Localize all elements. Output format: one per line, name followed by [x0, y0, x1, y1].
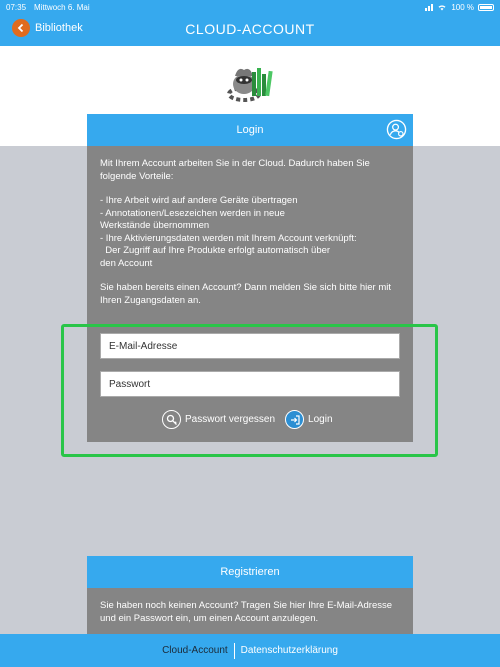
wifi-icon	[437, 3, 447, 11]
login-header-label: Login	[236, 124, 264, 136]
register-text: Sie haben noch keinen Account? Tragen Sie hier Ihre E-Mail-Adresse und ein Passwort ein, um einen Account anzulegen.	[100, 600, 393, 624]
status-bar	[0, 0, 500, 14]
login-intro: Mit Ihrem Account arbeiten Sie in der Cloud. Dadurch haben Sie folgende Vorteile:	[100, 158, 370, 182]
login-actions	[162, 410, 333, 429]
benefit-item: - Ihre Aktivierungsdaten werden mit Ihrem Account verknüpft:	[100, 232, 357, 244]
password-field[interactable]	[100, 371, 400, 397]
benefit-item: Werkstände übernommen	[100, 220, 210, 231]
signal-icon	[425, 4, 433, 11]
page-title: CLOUD-ACCOUNT	[185, 21, 315, 37]
sign-in-icon	[285, 410, 304, 429]
back-label: Bibliothek	[35, 22, 83, 34]
register-header[interactable]: Registrieren	[87, 556, 413, 588]
benefit-item: Der Zugriff auf Ihre Produkte erfolgt automatisch über	[100, 245, 331, 256]
forgot-password-button[interactable]	[162, 410, 275, 429]
user-account-icon[interactable]	[386, 119, 407, 140]
key-icon	[162, 410, 181, 429]
raccoon-books-logo	[226, 58, 278, 104]
login-header	[87, 114, 413, 146]
status-time: 07:35	[6, 2, 27, 12]
battery-icon	[478, 4, 494, 11]
login-body	[87, 146, 413, 331]
login-button[interactable]	[285, 410, 332, 429]
benefit-item: den Account	[100, 257, 153, 269]
tab-privacy-policy[interactable]: Datenschutzerklärung	[240, 645, 338, 656]
login-prompt: Sie haben bereits einen Account? Dann melden Sie sich bitte hier mit Ihren Zugangsdaten an.	[100, 282, 391, 306]
benefits-list	[100, 195, 400, 270]
tab-cloud-account[interactable]: Cloud-Account	[162, 645, 228, 656]
benefit-item: - Ihre Arbeit wird auf andere Geräte übertragen	[100, 195, 298, 206]
benefit-item: - Annotationen/Lesezeichen werden in neue	[100, 207, 285, 219]
status-right	[425, 3, 494, 12]
bottom-nav	[0, 634, 500, 667]
nav-bar	[0, 14, 500, 46]
battery-label: 100 %	[451, 2, 474, 12]
status-date: Mittwoch 6. Mai	[34, 2, 90, 12]
email-field[interactable]	[100, 333, 400, 359]
login-button-label: Login	[308, 414, 333, 425]
forgot-password-label: Passwort vergessen	[185, 414, 276, 425]
